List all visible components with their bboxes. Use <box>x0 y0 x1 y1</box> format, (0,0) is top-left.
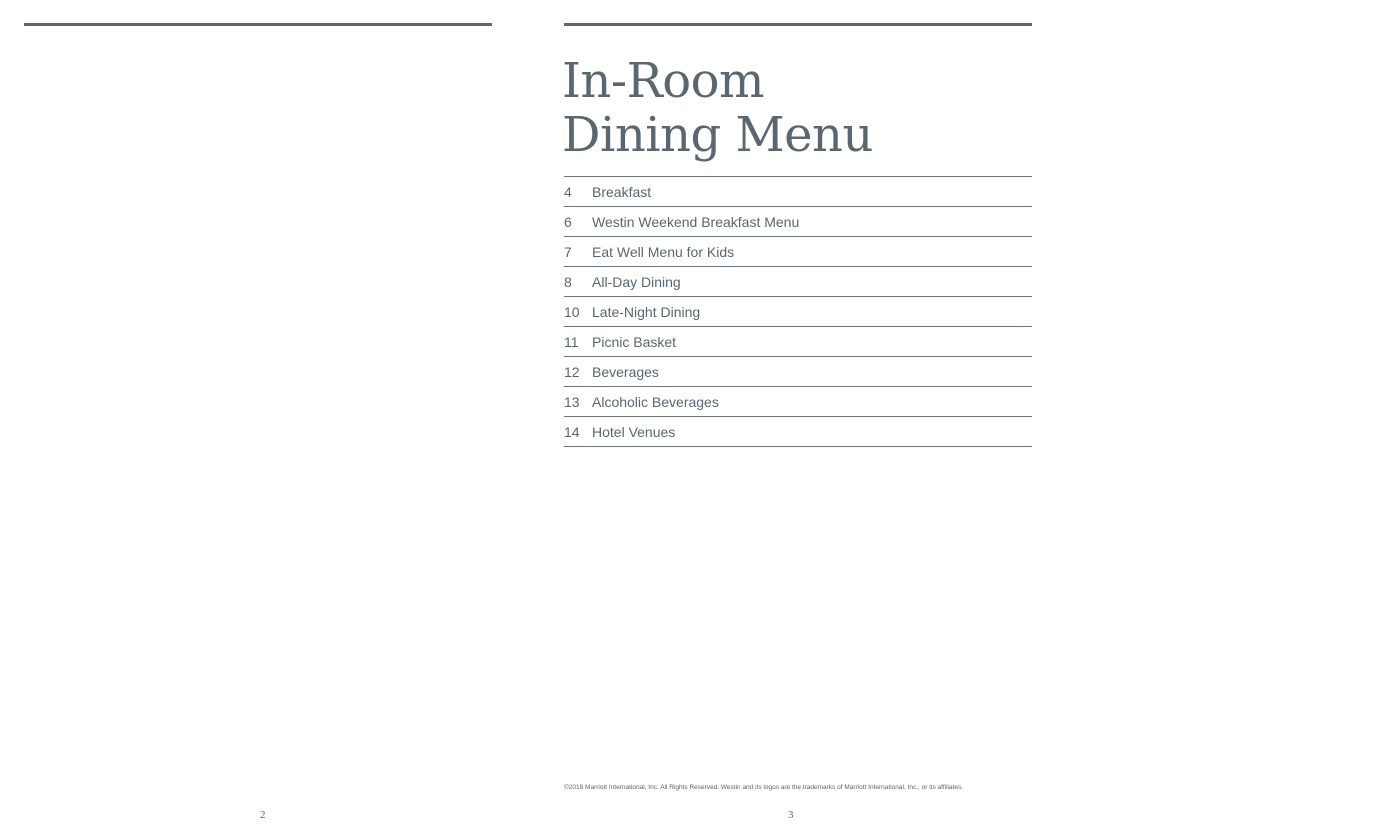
toc-page-number: 8 <box>564 273 572 290</box>
toc-item-beverages[interactable] <box>564 357 1032 387</box>
toc-page-number: 4 <box>564 183 572 200</box>
title-line-1: In-Room <box>562 53 765 109</box>
toc-page-number: 7 <box>564 243 572 260</box>
toc-label: Westin Weekend Breakfast Menu <box>592 213 800 230</box>
toc-item-alcoholic-beverages[interactable] <box>564 387 1032 417</box>
toc-page-number: 12 <box>564 363 580 380</box>
toc-label: Alcoholic Beverages <box>592 393 719 410</box>
toc-item-breakfast[interactable] <box>564 177 1032 207</box>
toc-item-westin-weekend-breakfast[interactable] <box>564 207 1032 237</box>
toc-page-number: 13 <box>564 393 580 410</box>
page-number-left: 2 <box>260 809 266 821</box>
toc-label: Late-Night Dining <box>592 303 701 320</box>
left-page-top-rule <box>24 23 492 26</box>
toc-item-eat-well-kids[interactable] <box>564 237 1032 267</box>
toc-item-hotel-venues[interactable] <box>564 417 1032 447</box>
toc-label: Hotel Venues <box>592 423 676 440</box>
copyright-notice: ©2018 Marriott International, Inc. All Rights Reserved. Westin and its logos are the trademarks of Marriott International, Inc., or its affiliates. <box>564 784 964 791</box>
page-title <box>562 54 873 162</box>
toc-label: Picnic Basket <box>592 333 677 350</box>
toc-item-picnic-basket[interactable] <box>564 327 1032 357</box>
toc-label: Eat Well Menu for Kids <box>592 243 735 260</box>
toc-label: Breakfast <box>592 183 652 200</box>
toc-item-all-day-dining[interactable] <box>564 267 1032 297</box>
page-number-right: 3 <box>788 809 794 821</box>
toc-page-number: 11 <box>564 333 579 350</box>
toc-item-late-night-dining[interactable] <box>564 297 1032 327</box>
toc-label: All-Day Dining <box>592 273 681 290</box>
title-line-2: Dining Menu <box>562 107 873 163</box>
right-page-top-rule <box>564 23 1032 26</box>
toc-page-number: 14 <box>564 423 580 440</box>
toc-page-number: 10 <box>564 303 580 320</box>
toc-page-number: 6 <box>564 213 572 230</box>
toc-label: Beverages <box>592 363 659 380</box>
table-of-contents <box>564 176 1032 447</box>
